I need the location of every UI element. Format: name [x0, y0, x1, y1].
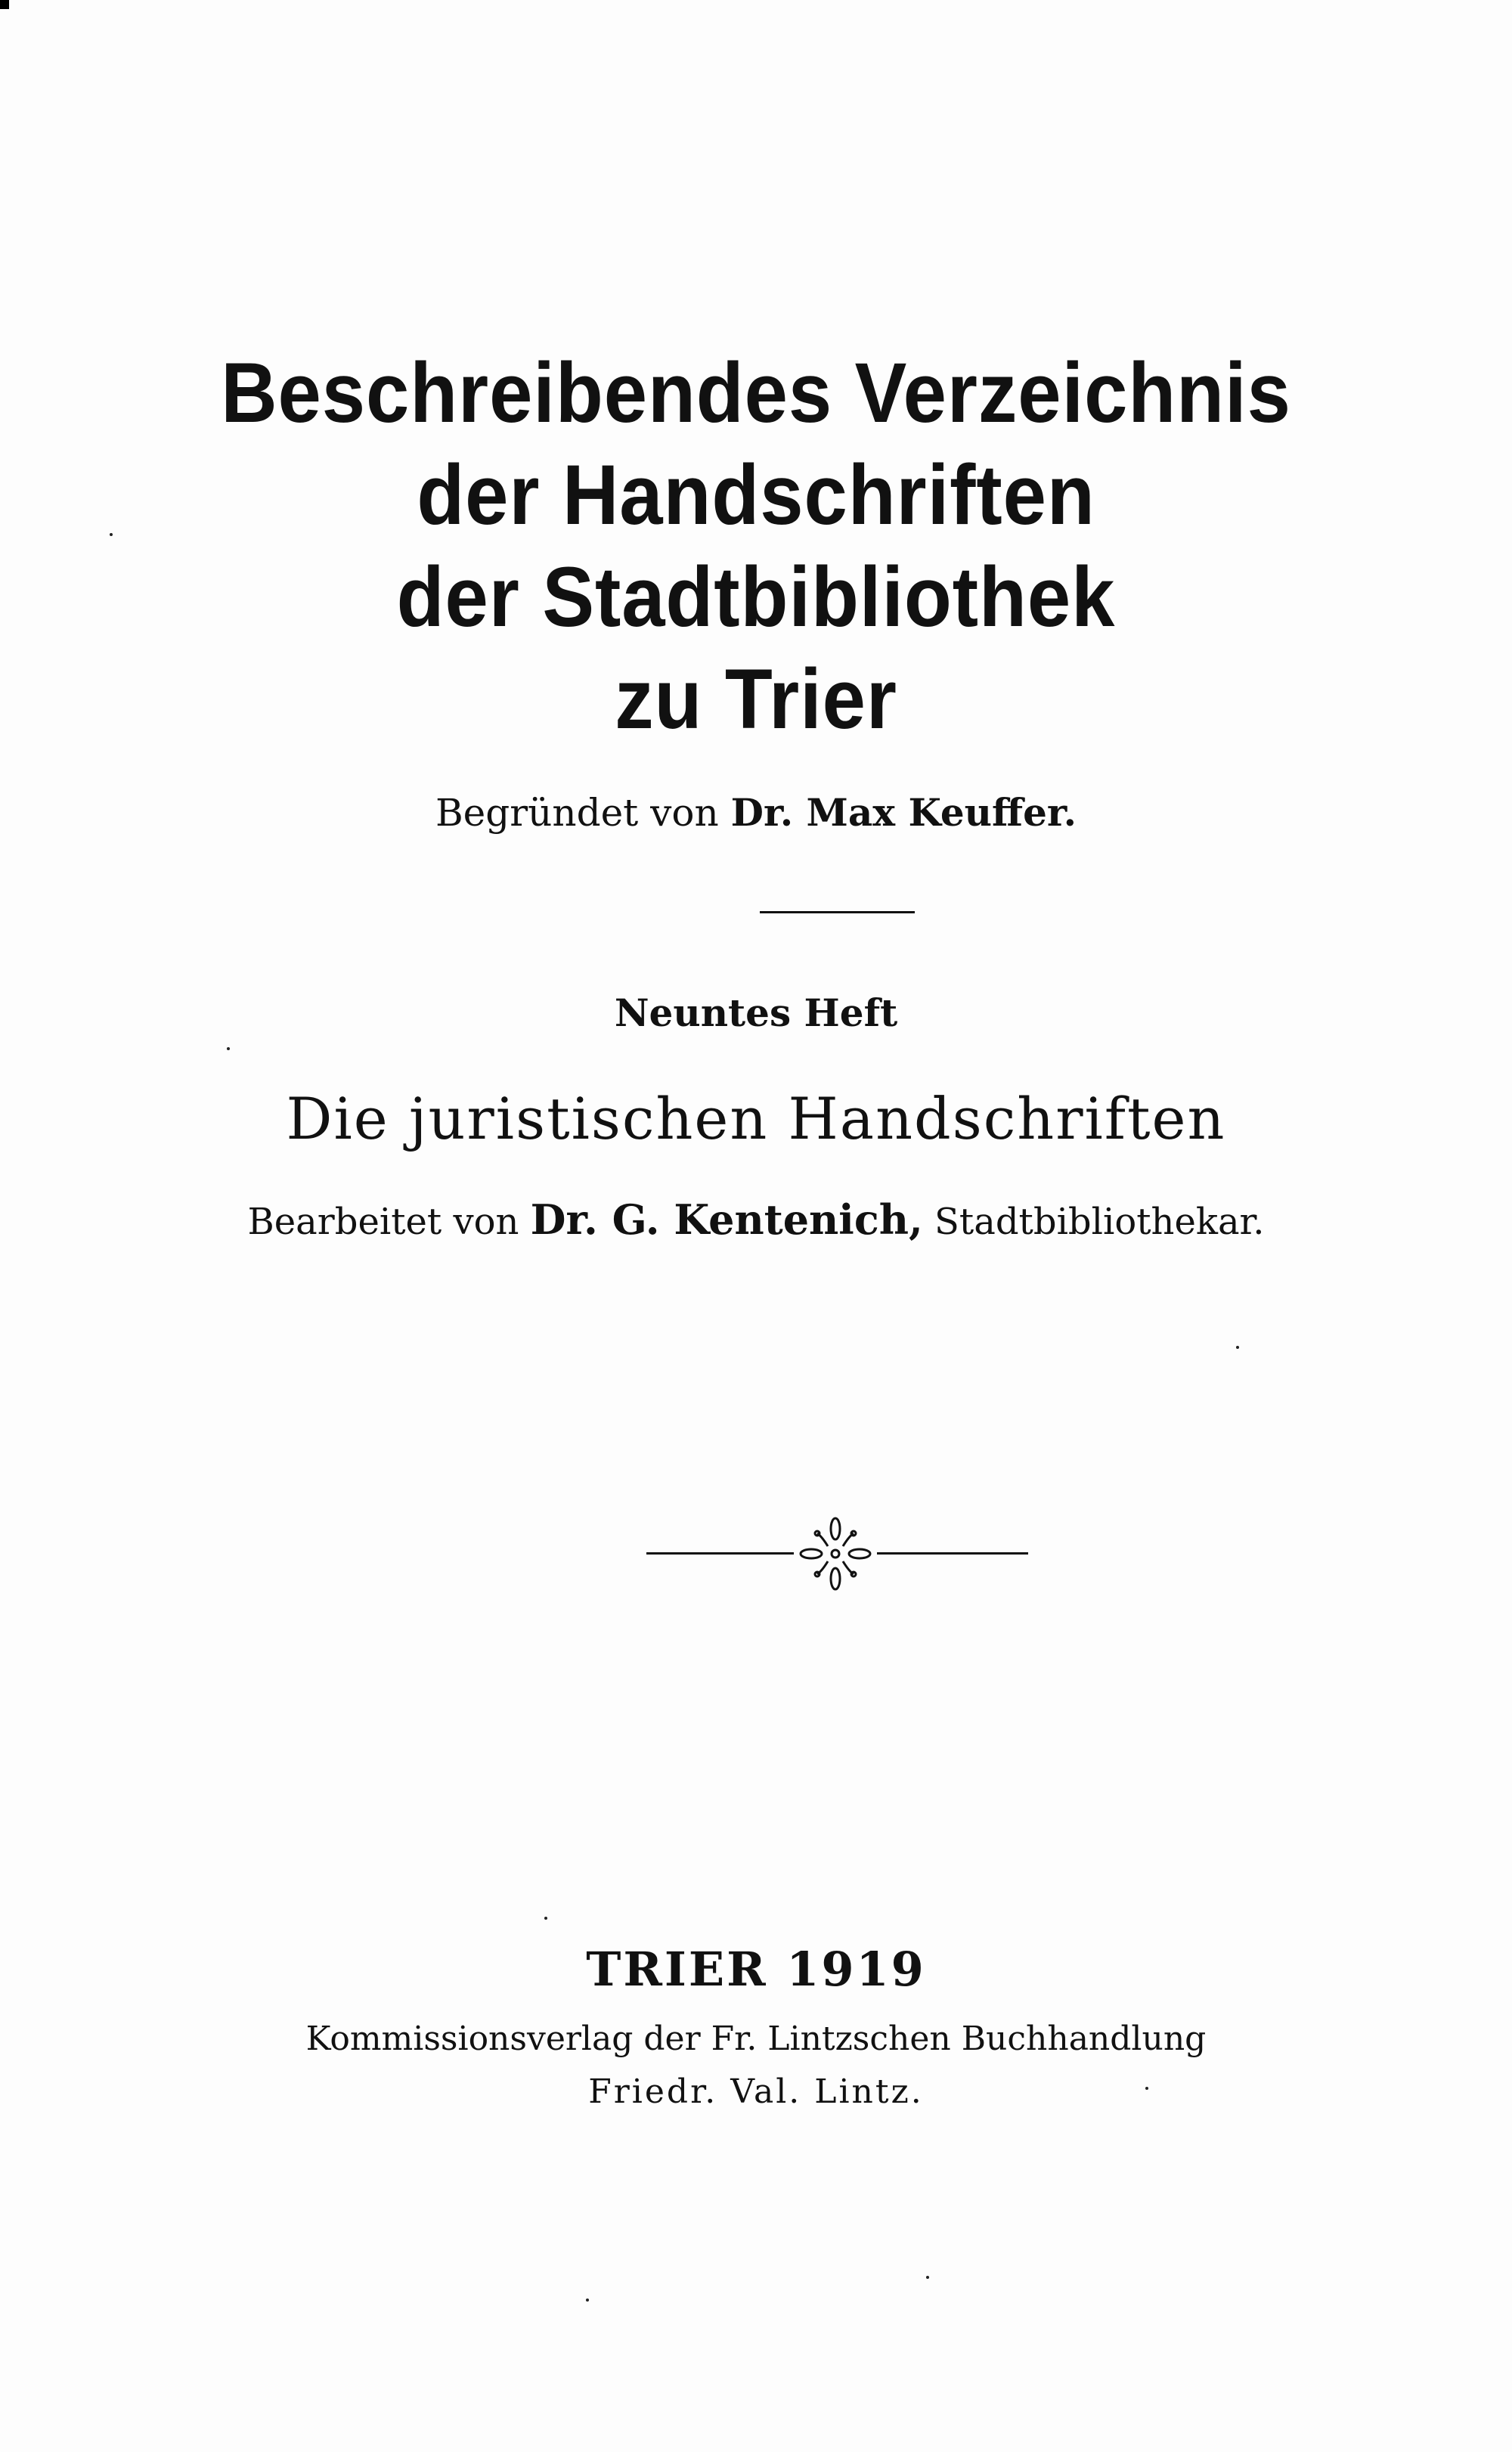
floral-fleuron-icon	[790, 1512, 881, 1595]
short-rule-divider	[760, 911, 915, 913]
editor-line	[0, 1193, 1512, 1248]
founder-line	[0, 786, 1512, 839]
scan-speck	[110, 533, 113, 536]
scan-speck	[1236, 1346, 1239, 1349]
ornament-rule-right	[877, 1552, 1028, 1555]
title-line-2: der Handschriften	[417, 448, 1095, 542]
scan-speck	[544, 1917, 547, 1920]
title-line-1: Beschreibendes Verzeichnis	[221, 346, 1291, 440]
imprint-publisher-line-1: Kommissionsverlag der Fr. Lintzschen Buchhandlung	[305, 2020, 1207, 2058]
scan-speck	[586, 2299, 589, 2302]
editor-prefix: Bearbeitet von	[247, 1201, 519, 1243]
volume-heft: Neuntes Heft	[614, 990, 898, 1035]
scan-speck	[227, 1047, 230, 1050]
editor-name: Dr. G. Kentenich,	[530, 1195, 923, 1244]
editor-role: Stadtbibliothekar.	[934, 1201, 1265, 1243]
founder-name: Dr. Max Keuffer.	[730, 790, 1077, 835]
ornament-rule-left	[646, 1552, 794, 1555]
scan-corner-mark	[0, 0, 9, 9]
founder-prefix: Begründet von	[435, 791, 719, 835]
volume-subtitle: Die juristischen Handschriften	[286, 1085, 1226, 1152]
title-line-4: zu Trier	[615, 652, 897, 746]
imprint-place-year: TRIER 1919	[586, 1942, 926, 1997]
title-line-3: der Stadtbibliothek	[396, 550, 1116, 644]
scan-speck	[926, 2276, 929, 2279]
imprint-publisher-line-2: Friedr. Val. Lintz.	[588, 2072, 924, 2111]
scan-speck	[1145, 2087, 1148, 2090]
